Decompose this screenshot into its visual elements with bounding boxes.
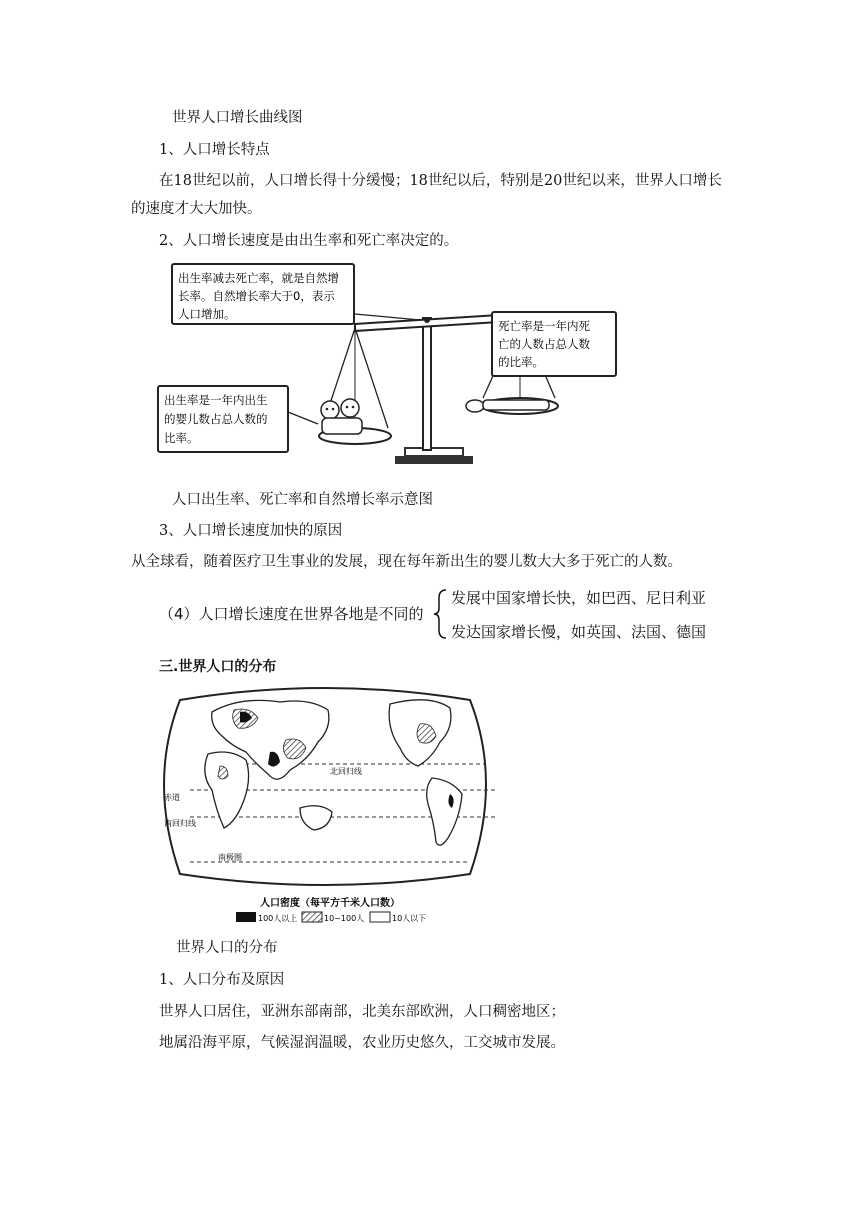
paragraph-distribution-line2: 地属沿海平原，气候湿润温暖，农业历史悠久，工交城市发展。 — [159, 1035, 565, 1051]
birth-rate-text-3: 比率。 — [164, 431, 199, 445]
heading-growth-rate: 2、人口增长速度是由出生率和死亡率决定的。 — [159, 233, 459, 249]
legend-label-sparse: 10人以下 — [392, 914, 427, 923]
legend-swatch-sparse — [370, 912, 390, 922]
developed-countries-item: 发达国家增长慢，如英国、法国、德国 — [451, 623, 707, 641]
map-caption: 世界人口的分布 — [176, 940, 278, 956]
death-rate-text-2: 亡的人数占总人数 — [498, 337, 590, 351]
natural-growth-text-2: 长率。自然增长率大于0，表示 — [178, 289, 335, 303]
paragraph-growth-line1: 在18世纪以前，人口增长得十分缓慢；18世纪以后，特别是20世纪以来，世界人口增长 — [159, 173, 722, 189]
legend-label-medium: 10~100人 — [324, 914, 365, 923]
heading-growth-reasons: 3、人口增长速度加快的原因 — [159, 523, 343, 539]
antarctic-circle-label: 南极圈 — [218, 853, 242, 862]
growth-curve-caption: 世界人口增长曲线图 — [172, 110, 303, 126]
map-legend-title: 人口密度（每平方千米人口数） — [260, 898, 400, 909]
tropic-of-cancer-label: 北回归线 — [330, 767, 362, 776]
paragraph-growth-line2: 的速度才大大加快。 — [131, 201, 262, 217]
equator-label: 赤道 — [164, 793, 180, 802]
brace-icon — [432, 588, 448, 640]
heading-growth-features: 1、人口增长特点 — [159, 142, 270, 158]
scale-pillar — [423, 318, 431, 450]
birth-rate-text-2: 的婴儿数占总人数的 — [164, 412, 268, 426]
deceased-figure-icon — [466, 400, 549, 412]
legend-label-dense: 100人以上 — [258, 914, 298, 923]
birth-death-scale-figure — [150, 258, 620, 478]
regional-difference-label: （4）人口增长速度在世界各地是不同的 — [159, 605, 424, 623]
heading-distribution-reasons: 1、人口分布及原因 — [159, 972, 285, 988]
section-title-distribution: 三.世界人口的分布 — [159, 659, 277, 675]
scale-caption: 人口出生率、死亡率和自然增长率示意图 — [172, 492, 433, 508]
paragraph-growth-reasons: 从全球看，随着医疗卫生事业的发展，现在每年新出生的婴儿数大大多于死亡的人数。 — [131, 554, 682, 570]
natural-growth-text-3: 人口增加。 — [178, 307, 236, 321]
legend-swatch-dense — [236, 912, 256, 922]
world-population-map — [150, 682, 500, 930]
tropic-of-capricorn-label: 南回归线 — [164, 819, 196, 828]
natural-growth-text-1: 出生率减去死亡率，就是自然增 — [178, 271, 339, 285]
death-rate-text-3: 的比率。 — [498, 355, 544, 369]
birth-rate-text-1: 出生率是一年内出生 — [164, 393, 268, 407]
paragraph-distribution-line1: 世界人口居住，亚洲东部南部，北美东部欧洲，人口稠密地区； — [159, 1004, 565, 1020]
developing-countries-item: 发展中国家增长快，如巴西、尼日利亚 — [451, 589, 707, 607]
scale-base — [395, 456, 473, 464]
legend-swatch-medium — [302, 912, 322, 922]
death-rate-text-1: 死亡率是一年内死 — [498, 319, 590, 333]
